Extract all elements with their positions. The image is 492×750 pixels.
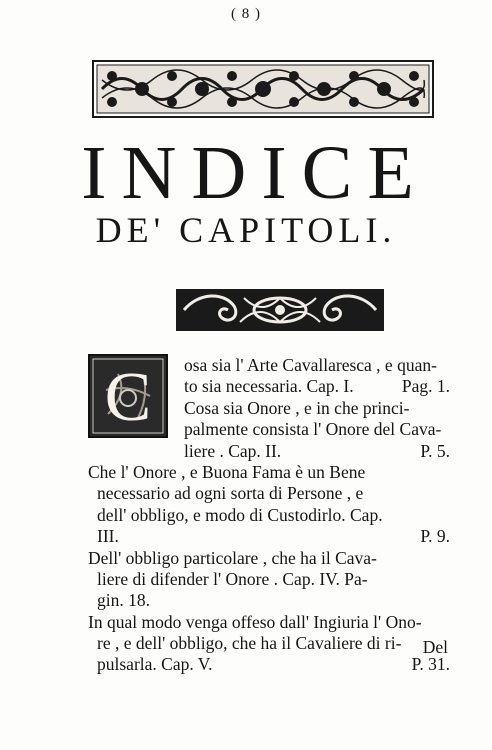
index-line: to sia necessaria. Cap. I. Pag. 1.: [184, 376, 450, 397]
index-line: Che l' Onore , e Buona Fama è un Bene: [88, 461, 366, 482]
index-line: Cosa sia Onore , e in che princi-: [184, 397, 410, 418]
index-line: palmente consista l' Onore del Cava-: [184, 419, 442, 440]
page-title: INDICE: [81, 131, 429, 215]
index-line: re , e dell' obbligo, che ha il Cavaliere di ri-: [97, 633, 402, 654]
dropcap-letter: C: [104, 359, 152, 436]
index-line: gin. 18.: [97, 590, 150, 611]
index-text: [88, 355, 450, 676]
index-line: dell' obbligo, e modo di Custodirlo. Cap.: [97, 504, 383, 525]
decorative-ornament: [174, 286, 386, 334]
page-subtitle: DE' CAPITOLI.: [95, 210, 397, 250]
index-line: III. P. 9.: [97, 526, 450, 547]
catchword: Del: [422, 637, 448, 657]
index-line: Dell' obbligo particolare , che ha il Cava-: [88, 547, 377, 568]
index-line: osa sia l' Arte Cavallaresca , e quan-: [184, 355, 437, 375]
page-number: ( 8 ): [231, 6, 261, 22]
index-line: necessario ad ogni sorta di Persone , e: [97, 483, 364, 504]
decorative-header-band: [92, 60, 434, 118]
index-line: pulsarla. Cap. V. P. 31.: [97, 654, 450, 675]
index-line: In qual modo venga offeso dall' Ingiuria l' Ono-: [88, 611, 422, 632]
index-line: liere . Cap. II. P. 5.: [184, 440, 450, 461]
index-line: liere di difender l' Onore . Cap. IV. Pa-: [97, 568, 368, 589]
